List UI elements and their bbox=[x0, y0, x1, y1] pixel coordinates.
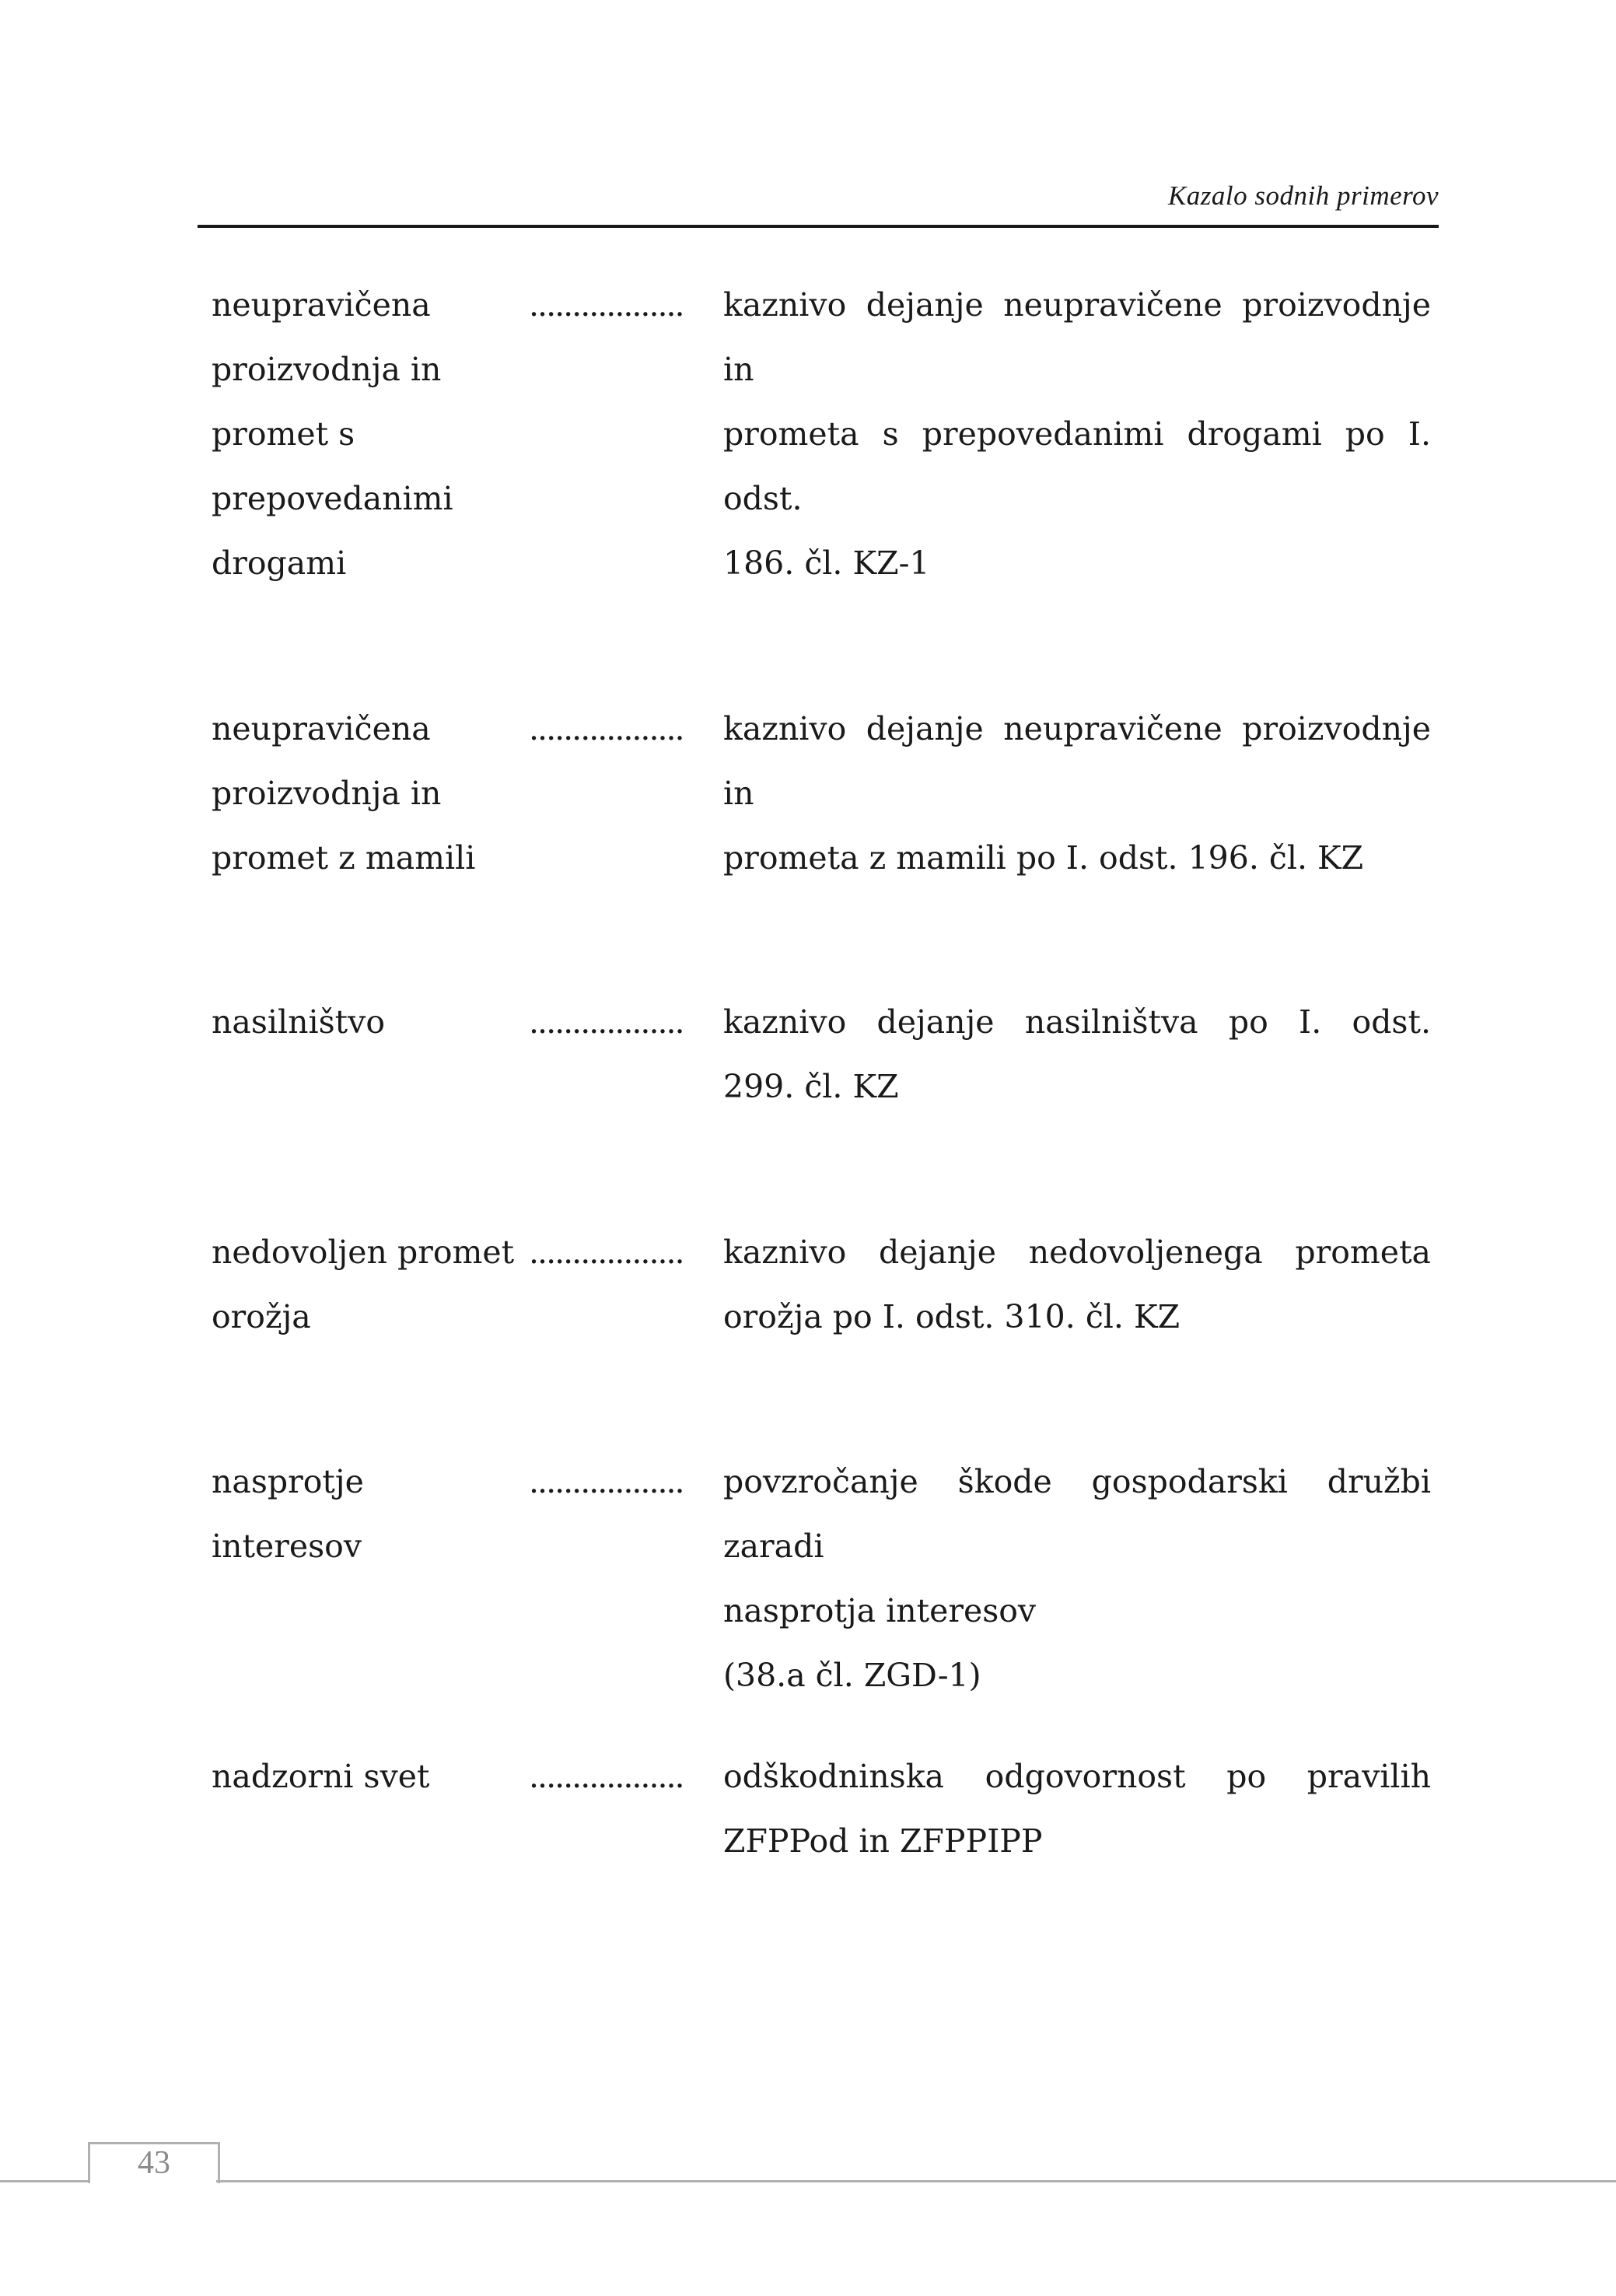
entry-term bbox=[212, 273, 523, 596]
desc-line: kaznivo dejanje neupravičene proizvodnje in bbox=[723, 710, 1431, 812]
footer-rule bbox=[216, 2180, 1616, 2182]
entry-description bbox=[723, 697, 1431, 891]
dot-leader: .................. bbox=[529, 1003, 684, 1041]
entry-term bbox=[212, 990, 523, 1055]
entry-description bbox=[723, 273, 1431, 596]
entry-term bbox=[212, 1450, 523, 1579]
term-line: promet s bbox=[212, 415, 355, 453]
desc-line: 299. čl. KZ bbox=[723, 1068, 899, 1105]
desc-line: prometa s prepovedanimi drogami po I. odst. bbox=[723, 415, 1431, 517]
desc-line: 186. čl. KZ-1 bbox=[723, 544, 930, 582]
term-line: proizvodnja in bbox=[212, 351, 442, 388]
desc-line: odškodninska odgovornost po pravilih bbox=[723, 1758, 1431, 1795]
entry-term bbox=[212, 1745, 523, 1809]
dot-leader: .................. bbox=[529, 1463, 684, 1500]
term-line: prepovedanimi bbox=[212, 480, 453, 517]
entry-description bbox=[723, 1220, 1431, 1349]
term-line: nasprotje bbox=[212, 1463, 364, 1500]
desc-line: povzročanje škode gospodarski družbi zaradi bbox=[723, 1463, 1431, 1565]
dot-leader: .................. bbox=[529, 1758, 684, 1795]
term-line: nedovoljen promet bbox=[212, 1234, 515, 1271]
dot-leader: .................. bbox=[529, 710, 684, 747]
desc-line: (38.a čl. ZGD-1) bbox=[723, 1657, 981, 1694]
term-line: orožja bbox=[212, 1298, 311, 1335]
footer-rule bbox=[0, 2180, 90, 2182]
term-line: nadzorni svet bbox=[212, 1758, 430, 1795]
desc-line: prometa z mamili po I. odst. 196. čl. KZ bbox=[723, 839, 1364, 877]
dot-leader: .................. bbox=[529, 286, 684, 324]
entry-term bbox=[212, 697, 523, 891]
term-line: neupravičena bbox=[212, 710, 431, 747]
desc-line: kaznivo dejanje nedovoljenega prometa bbox=[723, 1234, 1431, 1271]
page-number: 43 bbox=[138, 2145, 170, 2181]
entry-description bbox=[723, 1450, 1431, 1708]
desc-line: kaznivo dejanje neupravičene proizvodnje in bbox=[723, 286, 1431, 388]
entry-term bbox=[212, 1220, 523, 1349]
term-line: neupravičena bbox=[212, 286, 431, 324]
desc-line: nasprotja interesov bbox=[723, 1592, 1037, 1629]
desc-line: ZFPPod in ZFPPIPP bbox=[723, 1822, 1043, 1860]
term-line: promet z mamili bbox=[212, 839, 476, 877]
term-line: nasilništvo bbox=[212, 1003, 385, 1041]
desc-line: kaznivo dejanje nasilništva po I. odst. bbox=[723, 1003, 1431, 1041]
entry-description bbox=[723, 990, 1431, 1119]
term-line: interesov bbox=[212, 1528, 362, 1565]
entry-description bbox=[723, 1745, 1431, 1874]
dot-leader: .................. bbox=[529, 1234, 684, 1271]
term-line: proizvodnja in bbox=[212, 775, 442, 812]
header-rule bbox=[198, 225, 1439, 228]
running-head: Kazalo sodnih primerov bbox=[1167, 180, 1439, 211]
desc-line: orožja po I. odst. 310. čl. KZ bbox=[723, 1298, 1181, 1335]
term-line: drogami bbox=[212, 544, 347, 582]
